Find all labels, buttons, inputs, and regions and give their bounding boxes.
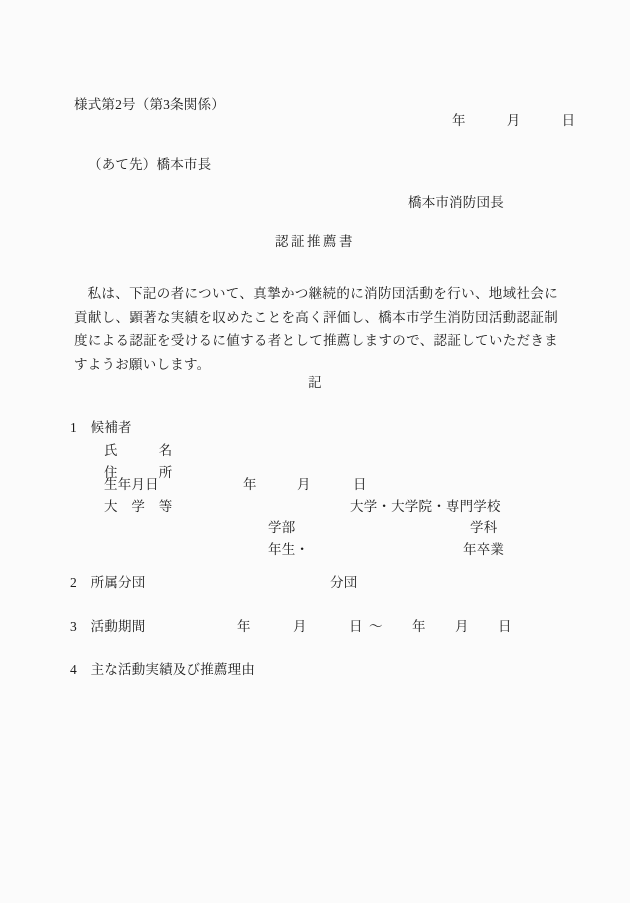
section-3-label: 活動期間 (90, 619, 146, 634)
candidate-school-label: 大 学 等 (104, 499, 173, 514)
section-2-heading (70, 576, 145, 590)
candidate-graduation-year-label: 年卒業 (463, 542, 505, 557)
page-title: 認証推薦書 (275, 234, 355, 249)
sender-line: 橋本市消防団長 (408, 195, 504, 210)
period-range-separator: ～ (369, 619, 383, 634)
candidate-department-label: 学科 (470, 520, 498, 535)
section-3-number: 3 (70, 619, 77, 634)
brigade-unit-label: 分団 (330, 575, 358, 590)
candidate-address-label: 住 所 (104, 465, 173, 480)
form-number: 様式第2号（第3条関係） (74, 97, 225, 112)
section-2-number: 2 (70, 575, 77, 590)
period-from-year-unit: 年 (237, 619, 251, 634)
candidate-name-label: 氏 名 (104, 443, 173, 458)
candidate-school-kind-options: 大学・大学院・専門学校 (350, 499, 501, 514)
section-4-label: 主な活動実績及び推薦理由 (90, 662, 256, 677)
period-to-day-unit: 日 (498, 619, 512, 634)
section-4-heading (70, 663, 255, 677)
section-2-label: 所属分団 (90, 575, 146, 590)
addressee-line: （あて先）橋本市長 (88, 157, 212, 172)
section-1-label: 候補者 (90, 420, 132, 435)
period-to-year-unit: 年 (412, 619, 426, 634)
period-to-month-unit: 月 (455, 619, 469, 634)
period-from-month-unit: 月 (293, 619, 307, 634)
achievements-writing-area (70, 686, 560, 886)
section-1-heading (70, 421, 132, 435)
candidate-birthdate-label: 生年月日 (104, 477, 159, 492)
date-line: 年 月 日 (452, 113, 576, 128)
candidate-faculty-label: 学部 (268, 520, 296, 535)
candidate-birth-day-unit: 日 (353, 477, 367, 492)
section-3-heading (70, 620, 145, 634)
body-paragraph: 私は、下記の者について、真摯かつ継続的に消防団活動を行い、地域社会に貢献し、顕著な実績を収めたことを高く評価し、橋本市学生消防団活動認証制度による認証を受けるに値する者として推薦しますので、認証していただきますようお願いします。 (74, 286, 558, 372)
period-from-day-unit: 日 (349, 619, 363, 634)
section-1-number: 1 (70, 420, 77, 435)
section-4-number: 4 (70, 662, 77, 677)
ki-mark: 記 (308, 375, 322, 390)
candidate-birth-month-unit: 月 (297, 477, 311, 492)
candidate-birth-year-unit: 年 (243, 477, 257, 492)
candidate-grade-label: 年生・ (268, 542, 310, 557)
